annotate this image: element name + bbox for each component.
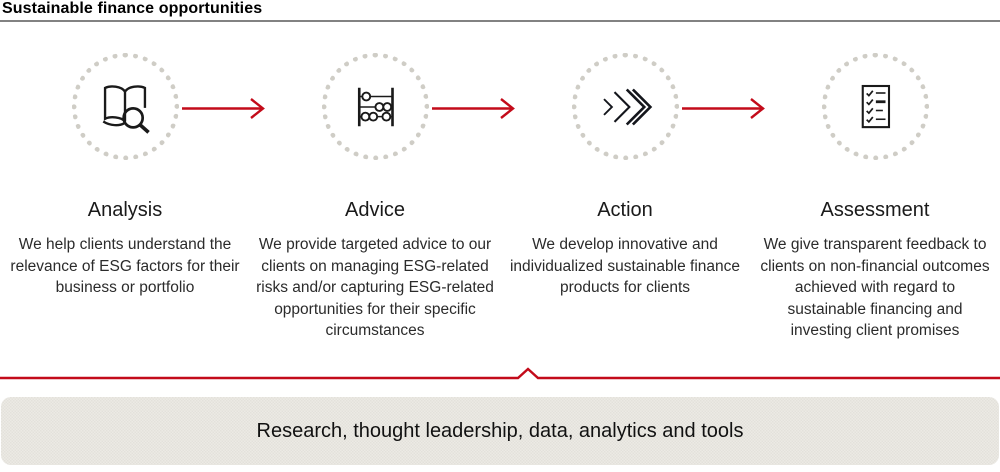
step-action-description: We develop innovative and individualized sustainable finance products for clients [509, 236, 741, 296]
step-analysis-description: We help clients understand the relevance of ESG factors for their business or portfolio [10, 236, 240, 296]
step-action-circle [572, 53, 679, 160]
step-assessment-description: We give transparent feedback to clients on non-financial outcomes achieved with regard to sustainable financing and investing client promises [760, 236, 990, 339]
step-advice-description: We provide targeted advice to our clients on managing ESG-related risks and/or capturing ESG-related opportunities for their specific circumstances [256, 236, 494, 339]
chevrons-right-icon [597, 79, 653, 135]
foundation-banner [1, 397, 999, 465]
step-assessment-title: Assessment [820, 199, 930, 221]
abacus-icon [347, 79, 403, 135]
arrow-analysis-to-advice-icon [182, 96, 268, 121]
foundation-banner-label: Research, thought leadership, data, analytics and tools [256, 419, 744, 442]
page-title: Sustainable finance opportunities [2, 0, 263, 17]
title-divider [0, 20, 1000, 22]
red-brace-divider [0, 366, 1000, 382]
book-magnifier-icon [96, 78, 154, 136]
step-analysis-circle [72, 53, 179, 160]
step-advice-circle [322, 53, 429, 160]
step-advice-title: Advice [344, 199, 406, 221]
step-assessment-circle [822, 53, 929, 160]
step-action-title: Action [597, 199, 653, 221]
step-analysis-title: Analysis [87, 199, 163, 221]
arrow-advice-to-action-icon [432, 96, 518, 121]
step-assessment [750, 53, 1000, 342]
checklist-icon [847, 79, 903, 135]
arrow-action-to-assessment-icon [682, 96, 768, 121]
